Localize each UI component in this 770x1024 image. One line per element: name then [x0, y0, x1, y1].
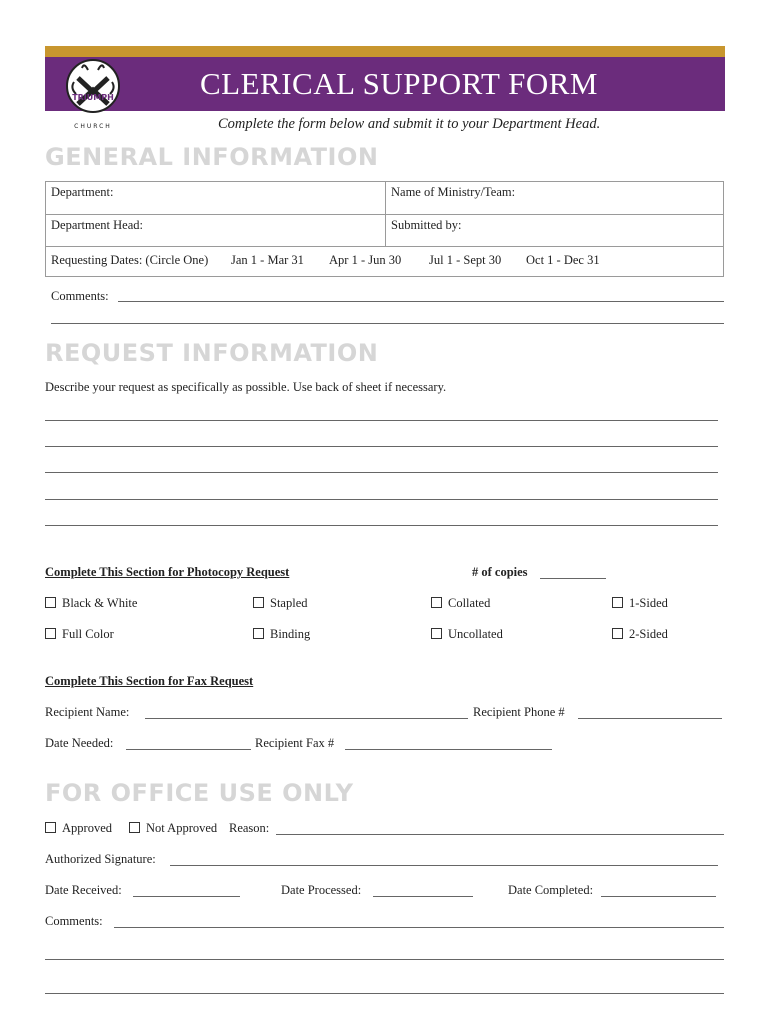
ministry-field[interactable]: Name of Ministry/Team:: [391, 185, 516, 199]
logo-subtext: CHURCH: [74, 123, 112, 130]
request-info-heading: REQUEST INFORMATION: [45, 339, 379, 367]
table-row-divider: [46, 246, 723, 247]
recipient-phone-line[interactable]: [578, 718, 722, 719]
date-needed-label: Date Needed:: [45, 736, 114, 750]
date-option-q4[interactable]: Oct 1 - Dec 31: [526, 253, 600, 267]
date-option-q3[interactable]: Jul 1 - Sept 30: [429, 253, 502, 267]
request-line-2[interactable]: [45, 446, 718, 447]
department-field[interactable]: Department:: [51, 185, 114, 199]
recipient-name-label: Recipient Name:: [45, 705, 130, 719]
dept-head-field[interactable]: Department Head:: [51, 218, 143, 232]
request-instructions: Describe your request as specifically as possible. Use back of sheet if necessary.: [45, 380, 447, 394]
checkbox-black-white[interactable]: Black & White: [45, 596, 137, 611]
request-line-4[interactable]: [45, 499, 718, 500]
date-option-q1[interactable]: Jan 1 - Mar 31: [231, 253, 304, 267]
recipient-fax-label: Recipient Fax #: [255, 736, 335, 750]
date-received-line[interactable]: [133, 896, 240, 897]
checkbox-icon[interactable]: [612, 628, 623, 639]
office-comments-label: Comments:: [45, 914, 103, 928]
photocopy-heading: Complete This Section for Photocopy Request: [45, 565, 290, 579]
authorized-signature-line[interactable]: [170, 865, 718, 866]
checkbox-full-color[interactable]: Full Color: [45, 627, 114, 642]
date-needed-line[interactable]: [126, 749, 251, 750]
checkbox-icon[interactable]: [45, 597, 56, 608]
requesting-dates-label: Requesting Dates: (Circle One): [51, 253, 209, 267]
checkbox-icon[interactable]: [45, 822, 56, 833]
authorized-signature-label: Authorized Signature:: [45, 852, 156, 866]
request-line-5[interactable]: [45, 525, 718, 526]
fax-heading: Complete This Section for Fax Request: [45, 674, 254, 688]
checkbox-icon[interactable]: [612, 597, 623, 608]
logo-text: TRIUMPH: [72, 93, 114, 102]
checkbox-icon[interactable]: [45, 628, 56, 639]
date-processed-line[interactable]: [373, 896, 473, 897]
office-use-heading: FOR OFFICE USE ONLY: [45, 779, 354, 807]
request-line-3[interactable]: [45, 472, 718, 473]
office-comments-line-3[interactable]: [45, 993, 724, 994]
checkbox-binding[interactable]: Binding: [253, 627, 310, 642]
general-info-heading: GENERAL INFORMATION: [45, 143, 379, 171]
reason-line[interactable]: [276, 834, 724, 835]
recipient-phone-label: Recipient Phone #: [473, 705, 565, 719]
checkbox-collated[interactable]: Collated: [431, 596, 490, 611]
header-gold-bar: [45, 46, 725, 57]
church-logo: [64, 58, 122, 132]
checkbox-icon[interactable]: [253, 597, 264, 608]
checkbox-not-approved[interactable]: Not Approved: [129, 821, 217, 836]
checkbox-approved[interactable]: Approved: [45, 821, 112, 836]
general-info-table: [45, 181, 724, 277]
copies-label: # of copies: [472, 565, 528, 579]
copies-line[interactable]: [540, 578, 606, 579]
date-option-q2[interactable]: Apr 1 - Jun 30: [329, 253, 402, 267]
general-comments-line[interactable]: [118, 301, 724, 302]
table-col-divider: [385, 182, 386, 246]
form-subtitle: Complete the form below and submit it to your Department Head.: [218, 116, 601, 132]
checkbox-icon[interactable]: [431, 628, 442, 639]
checkbox-icon[interactable]: [253, 628, 264, 639]
office-comments-line-2[interactable]: [45, 959, 724, 960]
reason-label: Reason:: [229, 821, 270, 835]
checkbox-icon[interactable]: [431, 597, 442, 608]
date-received-label: Date Received:: [45, 883, 122, 897]
recipient-fax-line[interactable]: [345, 749, 552, 750]
general-comments-line-2[interactable]: [51, 323, 724, 324]
form-title: CLERICAL SUPPORT FORM: [200, 66, 598, 101]
office-comments-line-1[interactable]: [114, 927, 724, 928]
date-processed-label: Date Processed:: [281, 883, 362, 897]
checkbox-uncollated[interactable]: Uncollated: [431, 627, 503, 642]
submitted-by-field[interactable]: Submitted by:: [391, 218, 462, 232]
recipient-name-line[interactable]: [145, 718, 468, 719]
date-completed-line[interactable]: [601, 896, 716, 897]
checkbox-icon[interactable]: [129, 822, 140, 833]
checkbox-1-sided[interactable]: 1-Sided: [612, 596, 668, 611]
checkbox-stapled[interactable]: Stapled: [253, 596, 308, 611]
request-line-1[interactable]: [45, 420, 718, 421]
checkbox-2-sided[interactable]: 2-Sided: [612, 627, 668, 642]
date-completed-label: Date Completed:: [508, 883, 594, 897]
general-comments-label: Comments:: [51, 289, 109, 303]
